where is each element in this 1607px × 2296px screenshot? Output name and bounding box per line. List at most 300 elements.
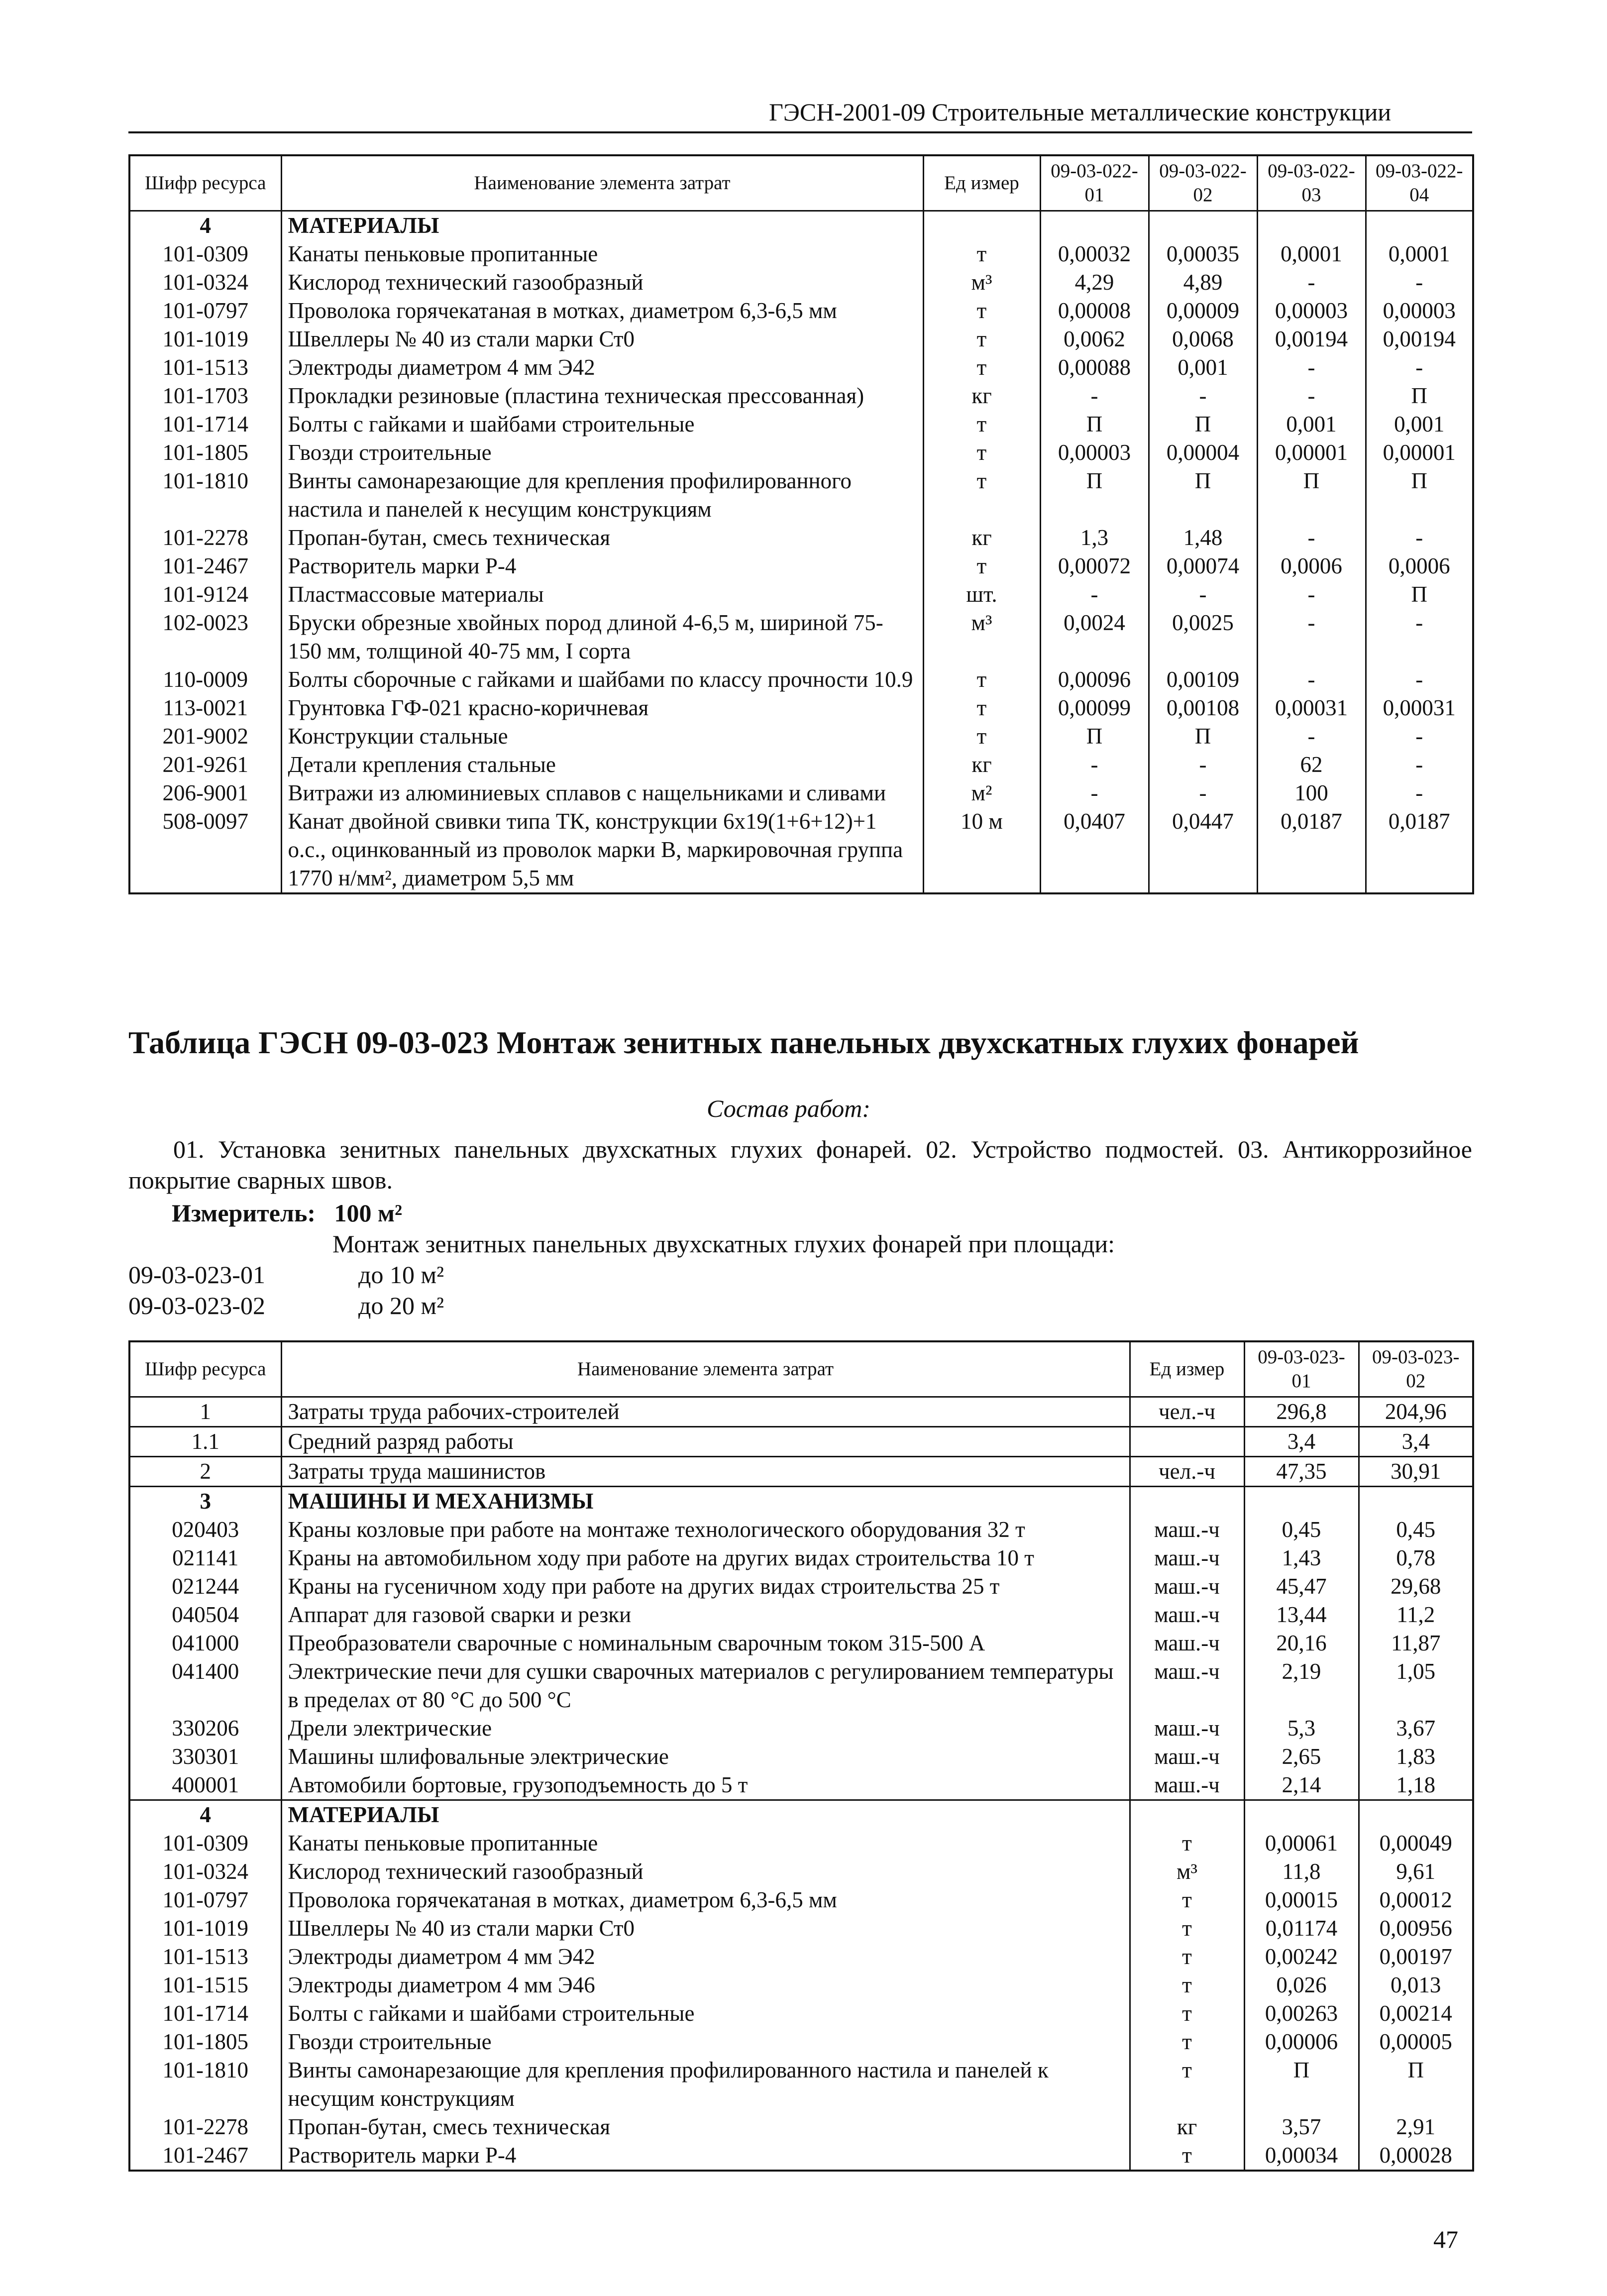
- value-cell: 11,87: [1359, 1629, 1473, 1657]
- resource-code: 201-9261: [129, 751, 281, 779]
- resource-code: 101-2278: [129, 524, 281, 552]
- value-cell: -: [1257, 353, 1366, 382]
- value-cell: 0,00006: [1244, 2028, 1359, 2056]
- resource-name: Пластмассовые материалы: [281, 580, 923, 609]
- resource-name: Гвозди строительные: [281, 2028, 1130, 2056]
- value-cell: -: [1366, 524, 1473, 552]
- resource-code: 101-1019: [129, 325, 281, 353]
- resource-code: 101-1714: [129, 410, 281, 438]
- unit-cell: т: [1130, 1999, 1244, 2028]
- value-cell: 11,2: [1359, 1601, 1473, 1629]
- unit-cell: чел.-ч: [1130, 1457, 1244, 1487]
- value-cell: [1359, 1487, 1473, 1516]
- value-cell: 100: [1257, 779, 1366, 807]
- section-row: [129, 1487, 1473, 1516]
- value-cell: П: [1244, 2056, 1359, 2113]
- running-header: ГЭСН-2001-09 Строительные металлические конструкции: [769, 98, 1392, 126]
- value-cell: 1,83: [1359, 1743, 1473, 1771]
- value-cell: -: [1149, 382, 1257, 410]
- resource-code: 113-0021: [129, 694, 281, 722]
- value-cell: -: [1366, 609, 1473, 665]
- unit-cell: т: [1130, 1943, 1244, 1971]
- resource-code: 041400: [129, 1657, 281, 1714]
- column-header: 09-03-022-04: [1366, 155, 1473, 211]
- table-title: Таблица ГЭСН 09-03-023 Монтаж зенитных панельных двухскатных глухих фонарей: [128, 1025, 1359, 1060]
- table-row: [129, 1771, 1473, 1800]
- resource-code: 400001: [129, 1771, 281, 1800]
- resource-name: Затраты труда рабочих-строителей: [281, 1397, 1130, 1427]
- column-header: 09-03-022-02: [1149, 155, 1257, 211]
- resource-code: 101-0324: [129, 1858, 281, 1886]
- value-cell: 0,00031: [1366, 694, 1473, 722]
- table-row: [129, 325, 1473, 353]
- value-cell: 204,96: [1359, 1397, 1473, 1427]
- table-row: [129, 353, 1473, 382]
- resource-name: Проволока горячекатаная в мотках, диаметром 6,3-6,5 мм: [281, 297, 923, 325]
- section-row: [129, 1800, 1473, 1830]
- value-cell: 0,0025: [1149, 609, 1257, 665]
- value-cell: 0,00005: [1359, 2028, 1473, 2056]
- value-cell: 0,00194: [1257, 325, 1366, 353]
- value-cell: -: [1149, 580, 1257, 609]
- value-cell: 0,45: [1359, 1516, 1473, 1544]
- resource-code: 101-9124: [129, 580, 281, 609]
- value-cell: 0,00003: [1257, 297, 1366, 325]
- unit-cell: 10 м: [923, 807, 1040, 893]
- unit-cell: маш.-ч: [1130, 1714, 1244, 1743]
- unit-cell: т: [923, 665, 1040, 694]
- unit-cell: т: [1130, 2141, 1244, 2171]
- table-row: [129, 297, 1473, 325]
- unit-cell: маш.-ч: [1130, 1601, 1244, 1629]
- unit-cell: [1130, 1800, 1244, 1830]
- value-cell: П: [1359, 2056, 1473, 2113]
- section-name: МАТЕРИАЛЫ: [281, 211, 923, 240]
- resource-code: 040504: [129, 1601, 281, 1629]
- value-cell: 0,013: [1359, 1971, 1473, 1999]
- value-cell: 0,0187: [1257, 807, 1366, 893]
- value-cell: 3,4: [1244, 1427, 1359, 1457]
- value-cell: 0,00109: [1149, 665, 1257, 694]
- unit-cell: т: [1130, 1971, 1244, 1999]
- resource-name: Грунтовка ГФ-021 красно-коричневая: [281, 694, 923, 722]
- value-cell: [1149, 211, 1257, 240]
- resource-code: 1.1: [129, 1427, 281, 1457]
- resource-name: Преобразователи сварочные с номинальным сварочным током 315-500 А: [281, 1629, 1130, 1657]
- value-cell: 3,67: [1359, 1714, 1473, 1743]
- value-cell: 0,00049: [1359, 1829, 1473, 1858]
- value-cell: П: [1366, 382, 1473, 410]
- section-name: МАТЕРИАЛЫ: [281, 1800, 1130, 1830]
- unit-cell: т: [923, 694, 1040, 722]
- value-cell: 3,4: [1359, 1427, 1473, 1457]
- value-cell: -: [1366, 751, 1473, 779]
- value-cell: 0,00088: [1040, 353, 1149, 382]
- value-cell: 20,16: [1244, 1629, 1359, 1657]
- resource-code: 041000: [129, 1629, 281, 1657]
- table-row: [129, 580, 1473, 609]
- value-cell: 47,35: [1244, 1457, 1359, 1487]
- resource-name: Пропан-бутан, смесь техническая: [281, 2113, 1130, 2141]
- resource-code: 021141: [129, 1544, 281, 1572]
- resource-code: 101-1515: [129, 1971, 281, 1999]
- value-cell: 2,91: [1359, 2113, 1473, 2141]
- column-header: Наименование элемента затрат: [281, 155, 923, 211]
- value-cell: 0,00003: [1040, 438, 1149, 467]
- resource-code: 101-1805: [129, 2028, 281, 2056]
- resource-code: 101-0797: [129, 1886, 281, 1914]
- value-cell: 0,0006: [1257, 552, 1366, 580]
- value-cell: 1,18: [1359, 1771, 1473, 1800]
- value-cell: -: [1366, 353, 1473, 382]
- value-cell: 62: [1257, 751, 1366, 779]
- column-header: Ед измер: [923, 155, 1040, 211]
- resource-name: Аппарат для газовой сварки и резки: [281, 1601, 1130, 1629]
- value-cell: 0,0407: [1040, 807, 1149, 893]
- resource-name: Краны козловые при работе на монтаже технологического оборудования 32 т: [281, 1516, 1130, 1544]
- table-row: [129, 1544, 1473, 1572]
- value-cell: -: [1366, 268, 1473, 297]
- table-row: [129, 2113, 1473, 2141]
- value-cell: -: [1040, 779, 1149, 807]
- resource-name: Винты самонарезающие для крепления профилированного настила и панелей к несущим конструкциям: [281, 467, 923, 524]
- table-row: [129, 609, 1473, 665]
- value-cell: 0,00001: [1366, 438, 1473, 467]
- resource-table-09-03-022: [128, 154, 1474, 894]
- value-cell: 0,0006: [1366, 552, 1473, 580]
- value-cell: 296,8: [1244, 1397, 1359, 1427]
- resource-name: Конструкции стальные: [281, 722, 923, 751]
- value-cell: [1244, 1487, 1359, 1516]
- meter-line: [172, 1199, 402, 1227]
- value-cell: 13,44: [1244, 1601, 1359, 1629]
- value-cell: 0,00242: [1244, 1943, 1359, 1971]
- value-cell: 3,57: [1244, 2113, 1359, 2141]
- value-cell: 0,00034: [1244, 2141, 1359, 2171]
- table-row: [129, 1999, 1473, 2028]
- resource-code: 201-9002: [129, 722, 281, 751]
- resource-name: Автомобили бортовые, грузоподъемность до 5 т: [281, 1771, 1130, 1800]
- unit-cell: маш.-ч: [1130, 1544, 1244, 1572]
- unit-cell: т: [923, 552, 1040, 580]
- column-header: 09-03-022-03: [1257, 155, 1366, 211]
- resource-code: 101-1714: [129, 1999, 281, 2028]
- value-cell: -: [1257, 524, 1366, 552]
- value-cell: П: [1149, 467, 1257, 524]
- value-cell: 1,3: [1040, 524, 1149, 552]
- option-text: до 20 м²: [358, 1292, 444, 1319]
- value-cell: 4,89: [1149, 268, 1257, 297]
- section-code: 3: [129, 1487, 281, 1516]
- value-cell: 0,001: [1366, 410, 1473, 438]
- value-cell: 0,00031: [1257, 694, 1366, 722]
- table-row: [129, 1629, 1473, 1657]
- value-cell: 0,00061: [1244, 1829, 1359, 1858]
- unit-cell: т: [923, 240, 1040, 268]
- column-header: Ед измер: [1130, 1341, 1244, 1397]
- value-cell: -: [1149, 779, 1257, 807]
- value-cell: 0,001: [1257, 410, 1366, 438]
- value-cell: -: [1040, 382, 1149, 410]
- table-row: [129, 1601, 1473, 1629]
- resource-code: 020403: [129, 1516, 281, 1544]
- resource-code: 101-1810: [129, 2056, 281, 2113]
- resource-code: 101-2467: [129, 2141, 281, 2171]
- table-row: [129, 467, 1473, 524]
- resource-table-09-03-023: [128, 1340, 1474, 2172]
- value-cell: -: [1366, 722, 1473, 751]
- resource-name: Швеллеры № 40 из стали марки Ст0: [281, 1914, 1130, 1943]
- section-name: МАШИНЫ И МЕХАНИЗМЫ: [281, 1487, 1130, 1516]
- resource-name: Краны на гусеничном ходу при работе на других видах строительства 25 т: [281, 1572, 1130, 1601]
- unit-cell: [1130, 1427, 1244, 1457]
- resource-code: 508-0097: [129, 807, 281, 893]
- value-cell: 0,001: [1149, 353, 1257, 382]
- unit-cell: м³: [1130, 1858, 1244, 1886]
- value-cell: 0,00956: [1359, 1914, 1473, 1943]
- unit-cell: шт.: [923, 580, 1040, 609]
- value-cell: 1,48: [1149, 524, 1257, 552]
- resource-code: 1: [129, 1397, 281, 1427]
- value-cell: 0,0447: [1149, 807, 1257, 893]
- unit-cell: чел.-ч: [1130, 1397, 1244, 1427]
- unit-cell: т: [923, 438, 1040, 467]
- table-row: [129, 2056, 1473, 2113]
- resource-code: 206-9001: [129, 779, 281, 807]
- value-cell: 0,00003: [1366, 297, 1473, 325]
- resource-name: Болты с гайками и шайбами строительные: [281, 1999, 1130, 2028]
- table-row: [129, 779, 1473, 807]
- table-row: [129, 1516, 1473, 1544]
- table-row: [129, 1657, 1473, 1714]
- value-cell: 0,0187: [1366, 807, 1473, 893]
- value-cell: 0,00012: [1359, 1886, 1473, 1914]
- resource-name: Средний разряд работы: [281, 1427, 1130, 1457]
- page-number: 47: [1433, 2225, 1458, 2253]
- resource-name: Кислород технический газообразный: [281, 268, 923, 297]
- resource-name: Электроды диаметром 4 мм Э42: [281, 1943, 1130, 1971]
- table-row: [129, 382, 1473, 410]
- resource-name: Кислород технический газообразный: [281, 1858, 1130, 1886]
- unit-cell: т: [1130, 1829, 1244, 1858]
- value-cell: 45,47: [1244, 1572, 1359, 1601]
- resource-name: Детали крепления стальные: [281, 751, 923, 779]
- table-row: [129, 1457, 1473, 1487]
- works-text: 01. Установка зенитных панельных двухскатных глухих фонарей. 02. Устройство подмостей. 03. Антикоррозийное покрытие сварных швов.: [128, 1135, 1472, 1194]
- unit-cell: кг: [923, 524, 1040, 552]
- unit-cell: маш.-ч: [1130, 1516, 1244, 1544]
- value-cell: 0,45: [1244, 1516, 1359, 1544]
- resource-name: Канаты пеньковые пропитанные: [281, 240, 923, 268]
- value-cell: 0,00008: [1040, 297, 1149, 325]
- resource-code: 101-1513: [129, 353, 281, 382]
- unit-cell: кг: [923, 382, 1040, 410]
- meter-label: Измеритель:: [172, 1199, 316, 1227]
- value-cell: -: [1366, 665, 1473, 694]
- option-text: до 10 м²: [358, 1261, 444, 1289]
- table-row: [129, 438, 1473, 467]
- resource-name: Затраты труда машинистов: [281, 1457, 1130, 1487]
- column-header: 09-03-023-02: [1359, 1341, 1473, 1397]
- resource-code: 101-0797: [129, 297, 281, 325]
- unit-cell: т: [1130, 2056, 1244, 2113]
- value-cell: 2,65: [1244, 1743, 1359, 1771]
- value-cell: 0,0001: [1257, 240, 1366, 268]
- resource-code: 101-0309: [129, 240, 281, 268]
- table-row: [129, 1743, 1473, 1771]
- works-label: Состав работ:: [707, 1094, 871, 1122]
- value-cell: 0,00004: [1149, 438, 1257, 467]
- value-cell: П: [1149, 410, 1257, 438]
- resource-name: Электроды диаметром 4 мм Э46: [281, 1971, 1130, 1999]
- value-cell: -: [1149, 751, 1257, 779]
- table-row: [129, 268, 1473, 297]
- value-cell: 0,78: [1359, 1544, 1473, 1572]
- resource-code: 021244: [129, 1572, 281, 1601]
- unit-cell: кг: [923, 751, 1040, 779]
- value-cell: 29,68: [1359, 1572, 1473, 1601]
- resource-code: 101-0309: [129, 1829, 281, 1858]
- table-row: [129, 2141, 1473, 2171]
- value-cell: П: [1366, 580, 1473, 609]
- unit-cell: м³: [923, 609, 1040, 665]
- column-header: Наименование элемента затрат: [281, 1341, 1130, 1397]
- section-code: 4: [129, 211, 281, 240]
- value-cell: [1366, 211, 1473, 240]
- value-cell: 0,00197: [1359, 1943, 1473, 1971]
- value-cell: -: [1257, 580, 1366, 609]
- table-row: [129, 807, 1473, 893]
- value-cell: 0,00032: [1040, 240, 1149, 268]
- unit-cell: маш.-ч: [1130, 1629, 1244, 1657]
- value-cell: -: [1257, 722, 1366, 751]
- value-cell: 0,00074: [1149, 552, 1257, 580]
- unit-cell: т: [923, 467, 1040, 524]
- resource-code: 110-0009: [129, 665, 281, 694]
- value-cell: 9,61: [1359, 1858, 1473, 1886]
- table-row: [129, 1829, 1473, 1858]
- value-cell: 4,29: [1040, 268, 1149, 297]
- value-cell: 0,00072: [1040, 552, 1149, 580]
- table-row: [129, 694, 1473, 722]
- table-row: [129, 1943, 1473, 1971]
- value-cell: П: [1366, 467, 1473, 524]
- unit-cell: т: [1130, 1886, 1244, 1914]
- resource-name: Витражи из алюминиевых сплавов с нащельниками и сливами: [281, 779, 923, 807]
- resource-name: Канат двойной свивки типа ТК, конструкции 6х19(1+6+12)+1 о.с., оцинкованный из проволок марки В, маркировочная группа 1770 н/мм², диаметром 5,5 мм: [281, 807, 923, 893]
- value-cell: [1244, 1800, 1359, 1830]
- option-code: 09-03-023-01: [128, 1261, 265, 1289]
- value-cell: 0,00001: [1257, 438, 1366, 467]
- table-row: [129, 1572, 1473, 1601]
- value-cell: 1,05: [1359, 1657, 1473, 1714]
- resource-name: Болты сборочные с гайками и шайбами по классу прочности 10.9: [281, 665, 923, 694]
- table-row: [129, 552, 1473, 580]
- table-row: [129, 410, 1473, 438]
- value-cell: [1040, 211, 1149, 240]
- unit-cell: маш.-ч: [1130, 1657, 1244, 1714]
- value-cell: 0,0024: [1040, 609, 1149, 665]
- column-header: Шифр ресурса: [129, 155, 281, 211]
- table-row: [129, 751, 1473, 779]
- resource-name: Гвозди строительные: [281, 438, 923, 467]
- unit-cell: кг: [1130, 2113, 1244, 2141]
- value-cell: 0,00009: [1149, 297, 1257, 325]
- value-cell: 0,00263: [1244, 1999, 1359, 2028]
- resource-name: Проволока горячекатаная в мотках, диаметром 6,3-6,5 мм: [281, 1886, 1130, 1914]
- column-header: 09-03-022-01: [1040, 155, 1149, 211]
- mount-heading: Монтаж зенитных панельных двухскатных глухих фонарей при площади:: [332, 1230, 1115, 1258]
- value-cell: [1257, 211, 1366, 240]
- unit-cell: маш.-ч: [1130, 1771, 1244, 1800]
- resource-code: 330206: [129, 1714, 281, 1743]
- resource-name: Машины шлифовальные электрические: [281, 1743, 1130, 1771]
- resource-name: Дрели электрические: [281, 1714, 1130, 1743]
- resource-name: Краны на автомобильном ходу при работе на других видах строительства 10 т: [281, 1544, 1130, 1572]
- resource-name: Бруски обрезные хвойных пород длиной 4-6,5 м, шириной 75-150 мм, толщиной 40-75 мм, I сорта: [281, 609, 923, 665]
- value-cell: 5,3: [1244, 1714, 1359, 1743]
- unit-cell: т: [923, 410, 1040, 438]
- value-cell: 0,00028: [1359, 2141, 1473, 2171]
- value-cell: П: [1257, 467, 1366, 524]
- table-row: [129, 1427, 1473, 1457]
- value-cell: 2,19: [1244, 1657, 1359, 1714]
- option-row: [128, 1260, 444, 1289]
- unit-cell: [923, 211, 1040, 240]
- column-header: 09-03-023-01: [1244, 1341, 1359, 1397]
- unit-cell: [1130, 1487, 1244, 1516]
- resource-name: Прокладки резиновые (пластина техническая прессованная): [281, 382, 923, 410]
- value-cell: П: [1040, 410, 1149, 438]
- value-cell: [1359, 1800, 1473, 1830]
- resource-name: Электрические печи для сушки сварочных материалов с регулированием температуры в пределах от 80 °С до 500 °С: [281, 1657, 1130, 1714]
- resource-code: 101-2278: [129, 2113, 281, 2141]
- value-cell: П: [1040, 722, 1149, 751]
- option-row: [128, 1291, 444, 1320]
- unit-cell: т: [923, 722, 1040, 751]
- column-header: Шифр ресурса: [129, 1341, 281, 1397]
- unit-cell: м²: [923, 779, 1040, 807]
- value-cell: -: [1040, 751, 1149, 779]
- table-row: [129, 1914, 1473, 1943]
- value-cell: П: [1149, 722, 1257, 751]
- value-cell: 0,0068: [1149, 325, 1257, 353]
- resource-name: Растворитель марки Р-4: [281, 552, 923, 580]
- resource-code: 330301: [129, 1743, 281, 1771]
- table-row: [129, 1971, 1473, 1999]
- value-cell: 0,026: [1244, 1971, 1359, 1999]
- section-code: 4: [129, 1800, 281, 1830]
- table-row: [129, 1858, 1473, 1886]
- unit-cell: маш.-ч: [1130, 1743, 1244, 1771]
- unit-cell: т: [923, 353, 1040, 382]
- resource-name: Пропан-бутан, смесь техническая: [281, 524, 923, 552]
- value-cell: 0,00194: [1366, 325, 1473, 353]
- unit-cell: т: [1130, 2028, 1244, 2056]
- value-cell: 0,00214: [1359, 1999, 1473, 2028]
- value-cell: П: [1040, 467, 1149, 524]
- meter-value: 100 м²: [334, 1199, 403, 1227]
- resource-name: Болты с гайками и шайбами строительные: [281, 410, 923, 438]
- value-cell: 1,43: [1244, 1544, 1359, 1572]
- option-code: 09-03-023-02: [128, 1292, 265, 1319]
- table-row: [129, 1886, 1473, 1914]
- value-cell: 0,00108: [1149, 694, 1257, 722]
- unit-cell: т: [923, 297, 1040, 325]
- value-cell: 0,0001: [1366, 240, 1473, 268]
- table-header-row: [129, 1341, 1473, 1397]
- value-cell: 2,14: [1244, 1771, 1359, 1800]
